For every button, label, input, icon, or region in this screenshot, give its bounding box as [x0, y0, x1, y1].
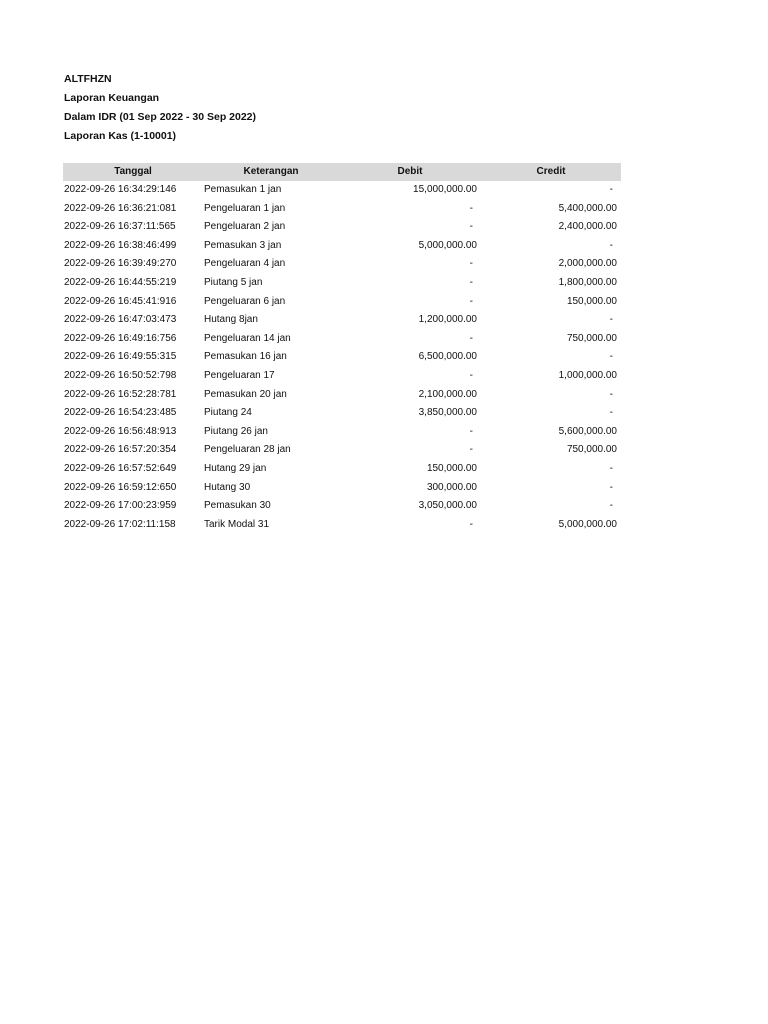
cell-tanggal: 2022-09-26 16:37:11:565	[64, 221, 176, 233]
cell-debit: 2,100,000.00	[418, 388, 477, 400]
table-row	[63, 311, 621, 330]
table-header-row	[63, 163, 621, 181]
table-row	[63, 367, 621, 386]
cell-credit: 1,000,000.00	[558, 369, 617, 381]
cell-debit: 300,000.00	[426, 481, 477, 493]
cell-keterangan: Pengeluaran 1 jan	[204, 202, 286, 214]
cell-keterangan: Hutang 29 jan	[204, 462, 267, 474]
cell-debit: -	[469, 258, 473, 270]
cell-credit: 1,800,000.00	[558, 276, 617, 288]
cell-keterangan: Pemasukan 16 jan	[204, 351, 287, 363]
cell-tanggal: 2022-09-26 16:54:23:485	[64, 407, 177, 419]
report-title: Laporan Keuangan	[64, 92, 160, 104]
cell-debit: -	[469, 202, 473, 214]
cell-keterangan: Pengeluaran 14 jan	[204, 332, 291, 344]
table-row	[63, 497, 621, 516]
cell-tanggal: 2022-09-26 16:38:46:499	[64, 239, 177, 251]
cell-debit: -	[469, 332, 473, 344]
cell-debit: -	[469, 369, 473, 381]
cell-tanggal: 2022-09-26 16:34:29:146	[64, 184, 177, 195]
cell-keterangan: Pemasukan 1 jan	[204, 184, 282, 195]
table-row	[63, 218, 621, 237]
cell-tanggal: 2022-09-26 16:47:03:473	[64, 314, 177, 326]
cell-debit: -	[469, 425, 473, 437]
cell-credit: -	[609, 314, 613, 326]
cell-credit: -	[609, 481, 613, 493]
cell-credit: 2,000,000.00	[558, 258, 617, 270]
cell-debit: -	[469, 295, 473, 307]
company-name: ALTFHZN	[64, 73, 112, 85]
cell-debit: 150,000.00	[426, 462, 477, 474]
cell-credit: 750,000.00	[566, 444, 617, 456]
table-row	[63, 460, 621, 479]
table-row	[63, 255, 621, 274]
cell-keterangan: Piutang 5 jan	[204, 276, 263, 288]
cell-keterangan: Hutang 8jan	[204, 314, 258, 326]
cell-keterangan: Pengeluaran 4 jan	[204, 258, 286, 270]
cell-debit: -	[469, 221, 473, 233]
table-header	[63, 163, 621, 181]
cell-tanggal: 2022-09-26 16:56:48:913	[64, 425, 177, 437]
cell-debit: 15,000,000.00	[413, 184, 477, 195]
cell-debit: 3,050,000.00	[418, 500, 477, 512]
table-row	[63, 330, 621, 349]
column-header-debit: Debit	[397, 166, 423, 177]
cash-report-table	[63, 163, 621, 534]
cell-tanggal: 2022-09-26 16:57:20:354	[64, 444, 177, 456]
cell-credit: -	[609, 239, 613, 251]
cell-keterangan: Pengeluaran 6 jan	[204, 295, 286, 307]
cell-credit: -	[609, 407, 613, 419]
cell-keterangan: Hutang 30	[204, 481, 251, 493]
column-header-tanggal: Tanggal	[114, 166, 152, 177]
cell-debit: 3,850,000.00	[418, 407, 477, 419]
cell-keterangan: Piutang 26 jan	[204, 425, 268, 437]
table-body	[63, 181, 621, 534]
cell-debit: 1,200,000.00	[418, 314, 477, 326]
cell-keterangan: Pengeluaran 28 jan	[204, 444, 291, 456]
cell-keterangan: Pemasukan 20 jan	[204, 388, 287, 400]
table-row	[63, 293, 621, 312]
cell-tanggal: 2022-09-26 16:36:21:081	[64, 202, 177, 214]
table-row	[63, 404, 621, 423]
cell-credit: -	[609, 388, 613, 400]
cell-credit: -	[609, 184, 613, 195]
cell-tanggal: 2022-09-26 16:50:52:798	[64, 369, 177, 381]
cell-tanggal: 2022-09-26 16:45:41:916	[64, 295, 177, 307]
report-header	[64, 72, 256, 148]
cell-tanggal: 2022-09-26 16:52:28:781	[64, 388, 177, 400]
cell-credit: -	[609, 351, 613, 363]
cell-tanggal: 2022-09-26 17:02:11:158	[64, 518, 176, 530]
table-row	[63, 181, 621, 200]
cell-tanggal: 2022-09-26 17:00:23:959	[64, 500, 177, 512]
table-row	[63, 441, 621, 460]
cell-debit: 5,000,000.00	[418, 239, 477, 251]
cell-tanggal: 2022-09-26 16:49:16:756	[64, 332, 177, 344]
cell-keterangan: Pengeluaran 2 jan	[204, 221, 286, 233]
report-account: Laporan Kas (1-10001)	[64, 130, 177, 142]
column-header-keterangan: Keterangan	[243, 166, 299, 177]
table-row	[63, 423, 621, 442]
cell-keterangan: Tarik Modal 31	[204, 518, 270, 530]
table-row	[63, 479, 621, 498]
cell-credit: 5,000,000.00	[558, 518, 617, 530]
table-row	[63, 516, 621, 535]
table-row	[63, 386, 621, 405]
cell-credit: 2,400,000.00	[558, 221, 617, 233]
column-header-credit: Credit	[536, 166, 566, 177]
table-row	[63, 348, 621, 367]
cell-tanggal: 2022-09-26 16:57:52:649	[64, 462, 177, 474]
cell-keterangan: Pemasukan 30	[204, 500, 271, 512]
cell-tanggal: 2022-09-26 16:49:55:315	[64, 351, 177, 363]
table-row	[63, 274, 621, 293]
report-currency-period: Dalam IDR (01 Sep 2022 - 30 Sep 2022)	[64, 111, 257, 123]
table-row	[63, 237, 621, 256]
cell-debit: -	[469, 276, 473, 288]
cell-credit: 5,600,000.00	[558, 425, 617, 437]
cell-debit: 6,500,000.00	[418, 351, 477, 363]
cell-tanggal: 2022-09-26 16:39:49:270	[64, 258, 177, 270]
cell-keterangan: Pengeluaran 17	[204, 369, 275, 381]
cell-credit: -	[609, 462, 613, 474]
cell-credit: 150,000.00	[566, 295, 617, 307]
cell-tanggal: 2022-09-26 16:44:55:219	[64, 276, 177, 288]
cell-debit: -	[469, 518, 473, 530]
cell-keterangan: Piutang 24	[204, 407, 252, 419]
cell-tanggal: 2022-09-26 16:59:12:650	[64, 481, 177, 493]
cell-keterangan: Pemasukan 3 jan	[204, 239, 282, 251]
cell-credit: 750,000.00	[566, 332, 617, 344]
cell-credit: 5,400,000.00	[558, 202, 617, 214]
cell-credit: -	[609, 500, 613, 512]
cell-debit: -	[469, 444, 473, 456]
table-row	[63, 200, 621, 219]
